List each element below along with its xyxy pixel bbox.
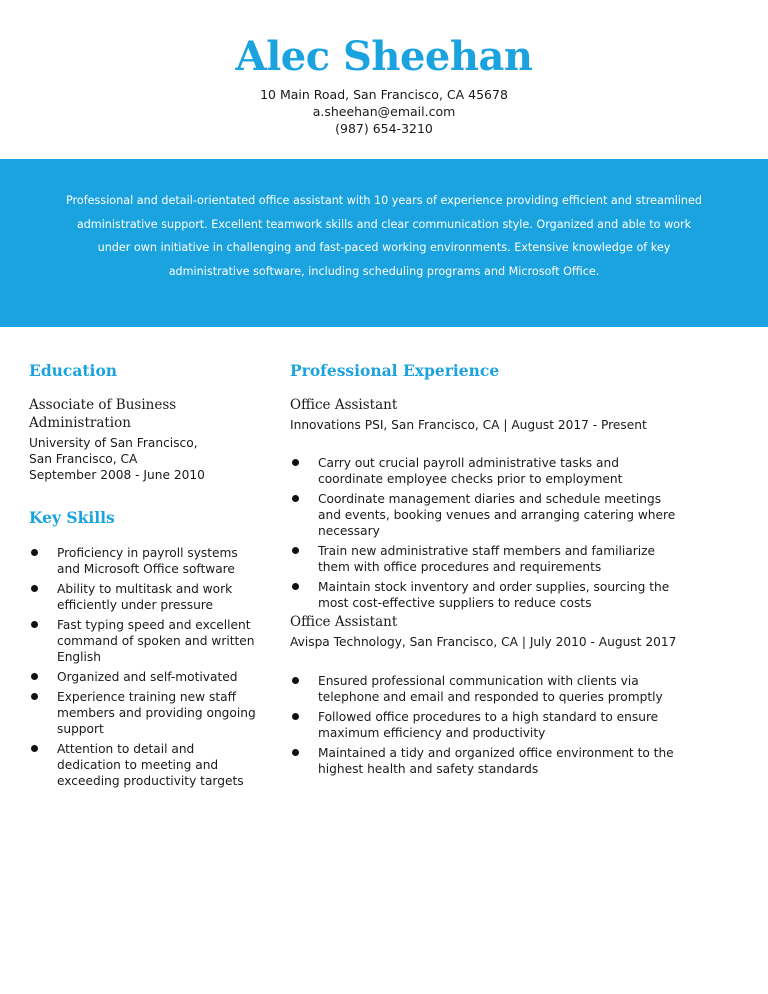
list-item — [290, 673, 680, 705]
education-heading: Education — [29, 361, 118, 380]
job-meta: Innovations PSI, San Francisco, CA | August 2017 - Present — [290, 418, 647, 432]
education-dates: September 2008 - June 2010 — [29, 468, 205, 482]
skill-text: Proficiency in payroll systems and Microsoft Office software — [57, 546, 238, 576]
duties-list — [290, 455, 680, 615]
list-item — [29, 581, 259, 613]
skill-text: Experience training new staff members and providing ongoing support — [57, 690, 256, 736]
school-location: San Francisco, CA — [29, 452, 138, 466]
list-item — [29, 741, 259, 789]
list-item — [29, 689, 259, 737]
bullet-icon — [292, 749, 299, 756]
duty-text: Carry out crucial payroll administrative tasks and coordinate employee checks prior to employment — [318, 456, 623, 486]
duty-text: Train new administrative staff members and familiarize them with office procedures and requirements — [318, 544, 656, 574]
bullet-icon — [31, 585, 38, 592]
list-item — [290, 579, 680, 611]
contact-email: a.sheehan@email.com — [312, 104, 456, 119]
skill-text: Organized and self-motivated — [57, 670, 238, 684]
bullet-icon — [31, 621, 38, 628]
list-item — [290, 455, 680, 487]
school-name: University of San Francisco, — [29, 436, 198, 450]
skill-text: Ability to multitask and work efficiently under pressure — [57, 582, 233, 612]
bullet-icon — [31, 673, 38, 680]
list-item — [290, 491, 680, 539]
bullet-icon — [292, 547, 299, 554]
duty-text: Followed office procedures to a high standard to ensure maximum efficiency and productivity — [318, 710, 659, 740]
duty-text: Ensured professional communication with clients via telephone and email and responded to queries promptly — [318, 674, 663, 704]
bullet-icon — [292, 713, 299, 720]
list-item — [29, 669, 259, 685]
bullet-icon — [31, 745, 38, 752]
list-item — [290, 543, 680, 575]
bullet-icon — [292, 677, 299, 684]
contact-address: 10 Main Road, San Francisco, CA 45678 — [260, 87, 508, 102]
duty-text: Coordinate management diaries and schedule meetings and events, booking venues and arranging catering where necessary — [318, 492, 676, 538]
job-title: Office Assistant — [290, 397, 398, 413]
duty-text: Maintained a tidy and organized office environment to the highest health and safety standards — [318, 746, 674, 776]
key-skills-heading: Key Skills — [29, 508, 115, 527]
list-item — [29, 545, 259, 577]
job-meta: Avispa Technology, San Francisco, CA | July 2010 - August 2017 — [290, 635, 677, 649]
skill-text: Fast typing speed and excellent command of spoken and written English — [57, 618, 255, 664]
bullet-icon — [292, 583, 299, 590]
summary-band — [0, 159, 768, 327]
bullet-icon — [31, 693, 38, 700]
job-title: Office Assistant — [290, 614, 398, 630]
list-item — [29, 617, 259, 665]
degree-title: Associate of Business Administration — [29, 397, 177, 431]
contact-phone: (987) 654-3210 — [335, 121, 433, 136]
skills-list — [29, 545, 259, 793]
bullet-icon — [292, 495, 299, 502]
professional-summary: Professional and detail-orientated office assistant with 10 years of experience providing efficient and streamlined administrative support. Excellent teamwork skills and clear communication style. Organized and able to work under own initiative in challenging and fast-paced working environments. Extensive knowledge of key administrative software, including scheduling programs and Microsoft Office. — [65, 194, 703, 278]
duties-list — [290, 673, 680, 781]
bullet-icon — [31, 549, 38, 556]
skill-text: Attention to detail and dedication to meeting and exceeding productivity targets — [57, 742, 244, 788]
list-item — [290, 709, 680, 741]
candidate-name: Alec Sheehan — [235, 33, 533, 80]
duty-text: Maintain stock inventory and order supplies, sourcing the most cost-effective suppliers to reduce costs — [318, 580, 670, 610]
experience-heading: Professional Experience — [290, 361, 500, 380]
list-item — [290, 745, 680, 777]
bullet-icon — [292, 459, 299, 466]
